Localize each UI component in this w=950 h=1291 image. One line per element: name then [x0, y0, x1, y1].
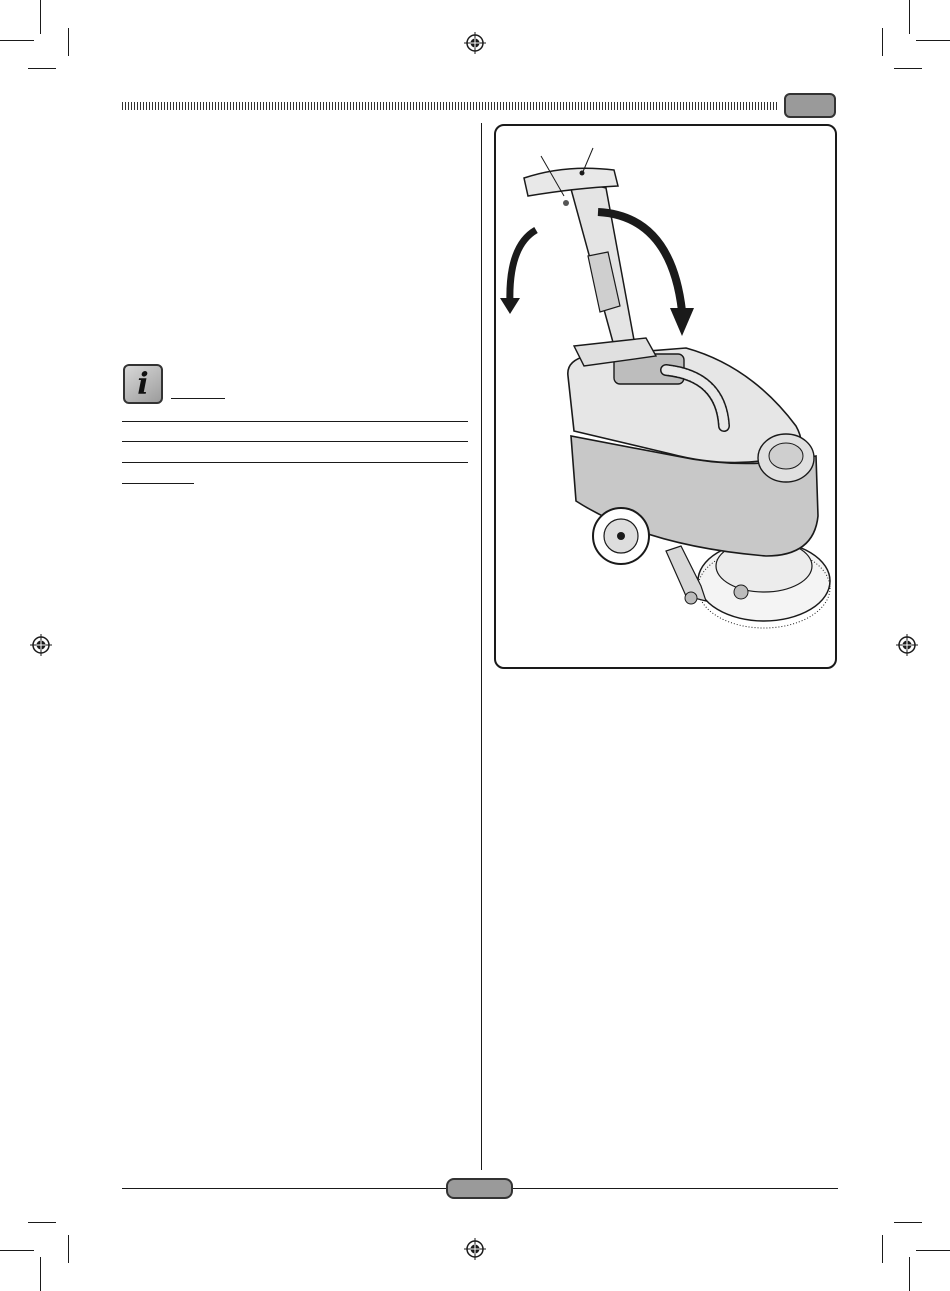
- note-heading-underline: [171, 398, 225, 399]
- registration-mark-icon: [464, 1238, 486, 1260]
- figure-frame: [494, 124, 837, 669]
- note-rule: [122, 462, 468, 463]
- crop-mark: [40, 1257, 41, 1291]
- crop-mark: [40, 0, 41, 34]
- note-rule: [122, 421, 468, 422]
- crop-mark: [894, 1222, 922, 1223]
- registration-mark-icon: [896, 634, 918, 656]
- crop-mark: [68, 1235, 69, 1263]
- crop-mark: [28, 1222, 56, 1223]
- crop-mark: [916, 1250, 950, 1251]
- crop-mark: [0, 40, 34, 41]
- note-rule: [122, 441, 468, 442]
- crop-mark: [28, 68, 56, 69]
- crop-mark: [68, 28, 69, 56]
- crop-mark: [894, 68, 922, 69]
- header-dotted-rule: [122, 102, 778, 110]
- floor-scrubber-illustration: [496, 126, 835, 667]
- language-tab: [784, 93, 836, 118]
- column-divider: [481, 123, 482, 1170]
- page-number-tab: [446, 1178, 513, 1199]
- crop-mark: [916, 40, 950, 41]
- info-icon: i: [123, 364, 163, 404]
- crop-mark: [909, 0, 910, 34]
- registration-mark-icon: [30, 634, 52, 656]
- registration-mark-icon: [464, 32, 486, 54]
- crop-mark: [0, 1250, 34, 1251]
- note-rule-short: [122, 483, 194, 484]
- crop-mark: [882, 28, 883, 56]
- crop-mark: [882, 1235, 883, 1263]
- crop-mark: [909, 1257, 910, 1291]
